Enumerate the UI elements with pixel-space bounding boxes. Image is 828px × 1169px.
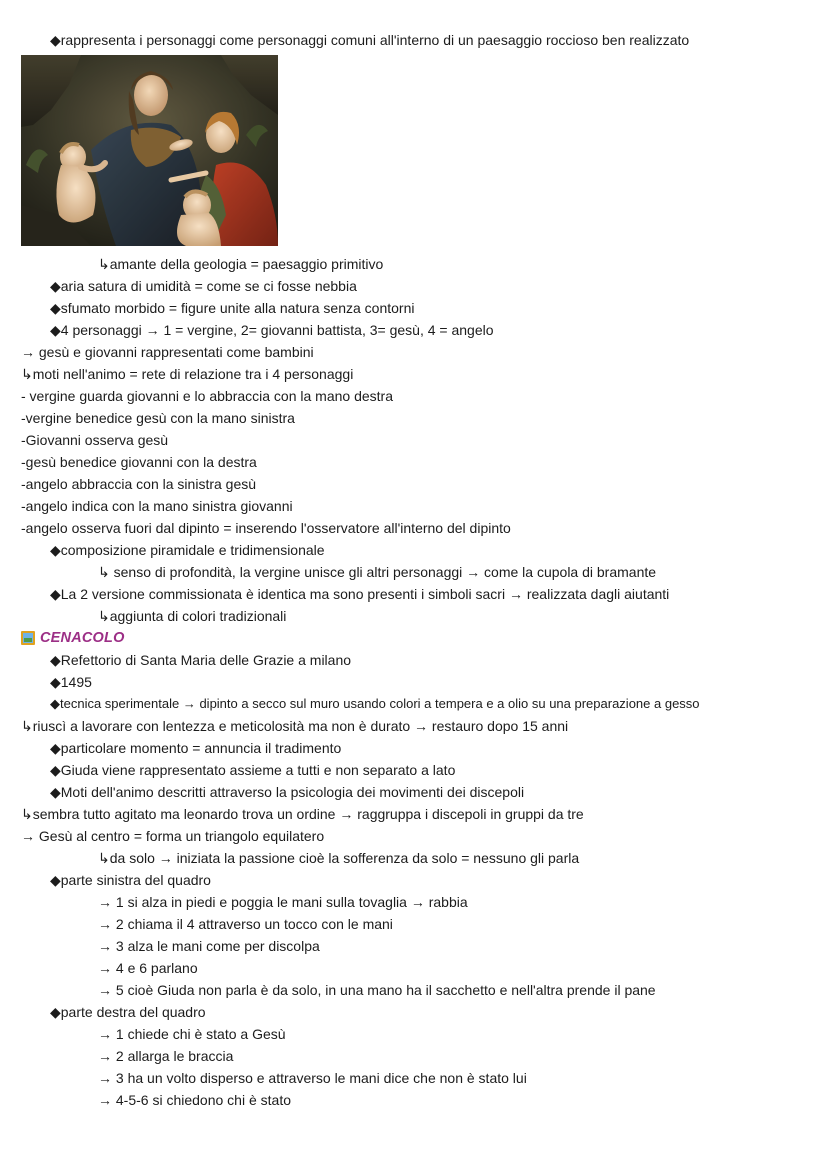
framed-picture-icon	[21, 631, 35, 645]
note-line: ↳moti nell'animo = rete di relazione tra i 4 personaggi	[21, 366, 354, 382]
note-line: ◆sfumato morbido = figure unite alla natura senza contorni	[50, 300, 415, 316]
note-line: ◆Giuda viene rappresentato assieme a tutti e non separato a lato	[50, 762, 456, 778]
note-line: ◆tecnica sperimentale → dipinto a secco sul muro usando colori a tempera e a olio su una preparazione a gesso	[50, 696, 700, 711]
note-line: ◆Moti dell'animo descritti attraverso la psicologia dei movimenti dei discepoli	[50, 784, 525, 800]
note-line: -vergine benedice gesù con la mano sinistra	[21, 410, 295, 426]
note-line: -Giovanni osserva gesù	[21, 432, 169, 448]
note-line: → 1 chiede chi è stato a Gesù	[98, 1026, 286, 1042]
note-line: ◆1495	[50, 674, 92, 690]
painting-illustration	[21, 55, 278, 246]
note-line: -angelo abbraccia con la sinistra gesù	[21, 476, 257, 492]
note-line: ◆parte destra del quadro	[50, 1004, 206, 1020]
note-line: ↳amante della geologia = paesaggio primitivo	[98, 256, 384, 272]
note-line: → 4 e 6 parlano	[98, 960, 198, 976]
note-line: → 4-5-6 si chiedono chi è stato	[98, 1092, 291, 1108]
note-line: ↳ senso di profondità, la vergine unisce gli altri personaggi → come la cupola di bramante	[98, 564, 657, 580]
note-line: → Gesù al centro = forma un triangolo equilatero	[21, 828, 325, 844]
note-line: -gesù benedice giovanni con la destra	[21, 454, 257, 470]
note-line: → gesù e giovanni rappresentati come bambini	[21, 344, 314, 360]
note-line: -angelo osserva fuori dal dipinto = inserendo l'osservatore all'interno del dipinto	[21, 520, 511, 536]
note-line: -angelo indica con la mano sinistra giovanni	[21, 498, 293, 514]
note-line: → 5 cioè Giuda non parla è da solo, in una mano ha il sacchetto e nell'altra prende il pane	[98, 982, 656, 998]
note-line: ↳aggiunta di colori tradizionali	[98, 608, 287, 624]
section-title: CENACOLO	[40, 630, 125, 646]
note-line: ◆parte sinistra del quadro	[50, 872, 211, 888]
note-line: ◆aria satura di umidità = come se ci fosse nebbia	[50, 278, 357, 294]
note-line: ◆composizione piramidale e tridimensionale	[50, 542, 325, 558]
note-line: ◆Refettorio di Santa Maria delle Grazie a milano	[50, 652, 352, 668]
note-line: ◆La 2 versione commissionata è identica ma sono presenti i simboli sacri → realizzata dagli aiutanti	[50, 586, 670, 602]
note-line: ◆rappresenta i personaggi come personaggi comuni all'interno di un paesaggio roccioso ben realizzato	[50, 32, 690, 48]
note-line: ↳sembra tutto agitato ma leonardo trova un ordine → raggruppa i discepoli in gruppi da tre	[21, 806, 584, 822]
note-line: - vergine guarda giovanni e lo abbraccia con la mano destra	[21, 388, 394, 404]
note-line: → 2 allarga le braccia	[98, 1048, 234, 1064]
note-line: ◆particolare momento = annuncia il tradimento	[50, 740, 342, 756]
note-line: ◆4 personaggi → 1 = vergine, 2= giovanni battista, 3= gesù, 4 = angelo	[50, 322, 494, 338]
note-line: → 1 si alza in piedi e poggia le mani sulla tovaglia → rabbia	[98, 894, 468, 910]
note-line: ↳da solo → iniziata la passione cioè la sofferenza da solo = nessuno gli parla	[98, 850, 580, 866]
note-line: → 3 alza le mani come per discolpa	[98, 938, 320, 954]
note-line: ↳riuscì a lavorare con lentezza e meticolosità ma non è durato → restauro dopo 15 anni	[21, 718, 569, 734]
note-line: → 3 ha un volto disperso e attraverso le mani dice che non è stato lui	[98, 1070, 527, 1086]
painting-image	[21, 55, 278, 246]
section-heading	[21, 628, 125, 648]
note-line: → 2 chiama il 4 attraverso un tocco con le mani	[98, 916, 393, 932]
